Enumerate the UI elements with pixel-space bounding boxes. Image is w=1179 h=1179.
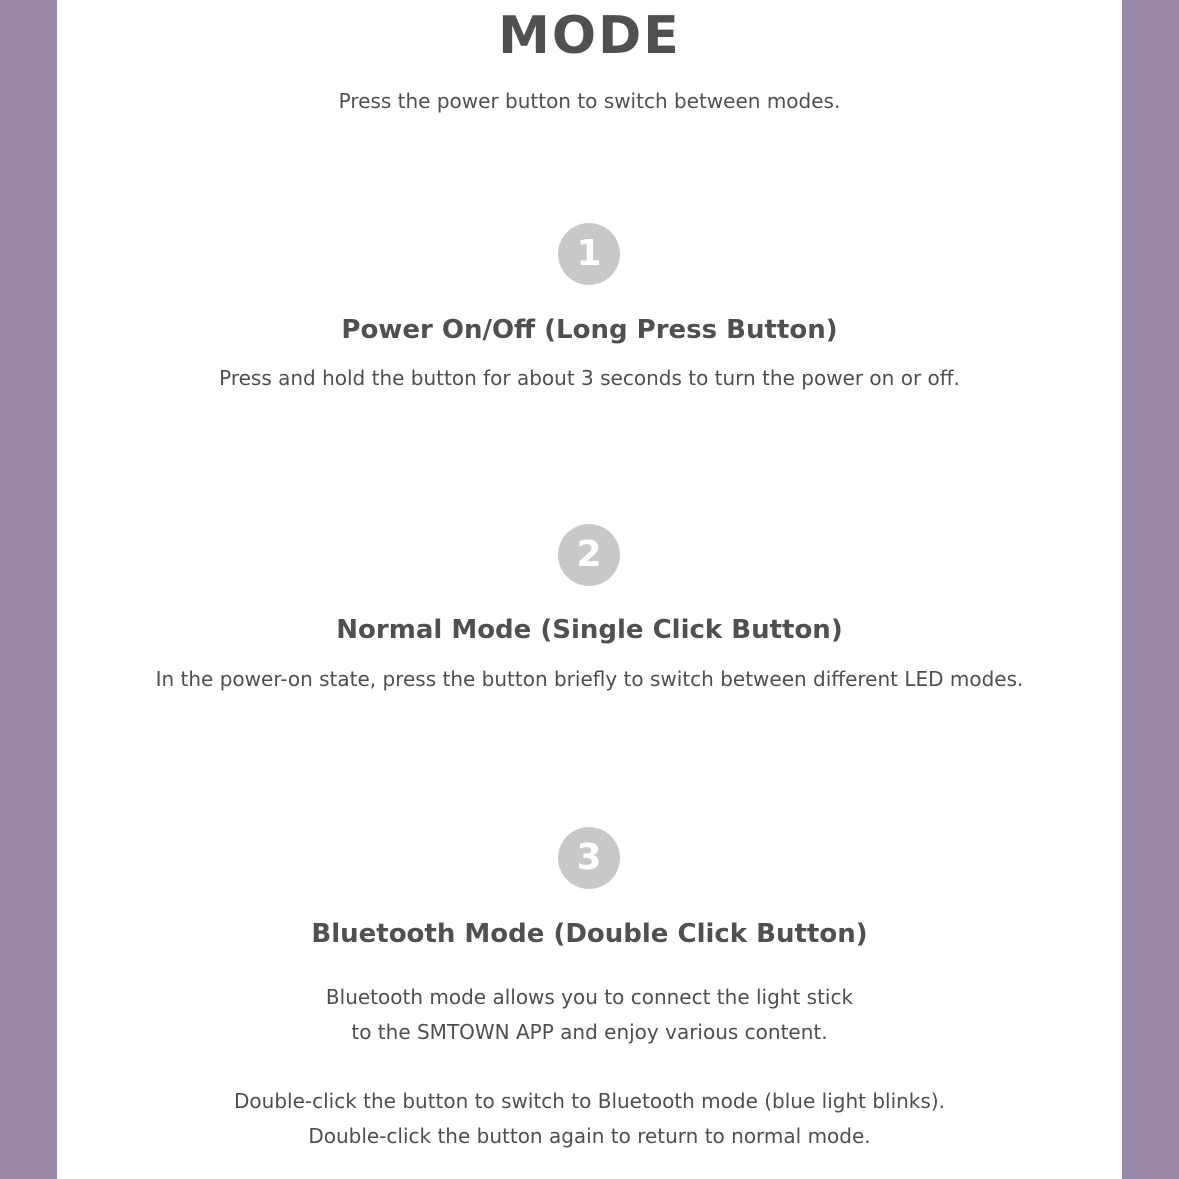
page-subtitle: Press the power button to switch between modes. (338, 89, 841, 113)
step-3-title: Bluetooth Mode (Double Click Button) (311, 919, 868, 949)
step-3-description-line-1: Bluetooth mode allows you to connect the light stick (325, 985, 854, 1009)
step-3-description-line-4: Double-click the button again to return to normal mode. (308, 1124, 871, 1148)
step-3-description-line-2: to the SMTOWN APP and enjoy various content. (351, 1020, 828, 1044)
step-3-description-line-3: Double-click the button to switch to Bluetooth mode (blue light blinks). (234, 1089, 945, 1113)
step-1-number-badge: 1 (558, 223, 620, 285)
step-2-number-badge: 2 (558, 524, 620, 586)
step-2-description: In the power-on state, press the button briefly to switch between different LED modes. (155, 667, 1024, 691)
page-title: MODE (498, 6, 681, 66)
step-1-description: Press and hold the button for about 3 seconds to turn the power on or off. (219, 366, 960, 390)
step-2-title: Normal Mode (Single Click Button) (336, 615, 843, 645)
content-panel (57, 0, 1122, 1179)
background-right (1122, 0, 1179, 1179)
step-3-number-badge: 3 (558, 827, 620, 889)
background-left (0, 0, 57, 1179)
step-1-title: Power On/Off (Long Press Button) (341, 315, 838, 345)
